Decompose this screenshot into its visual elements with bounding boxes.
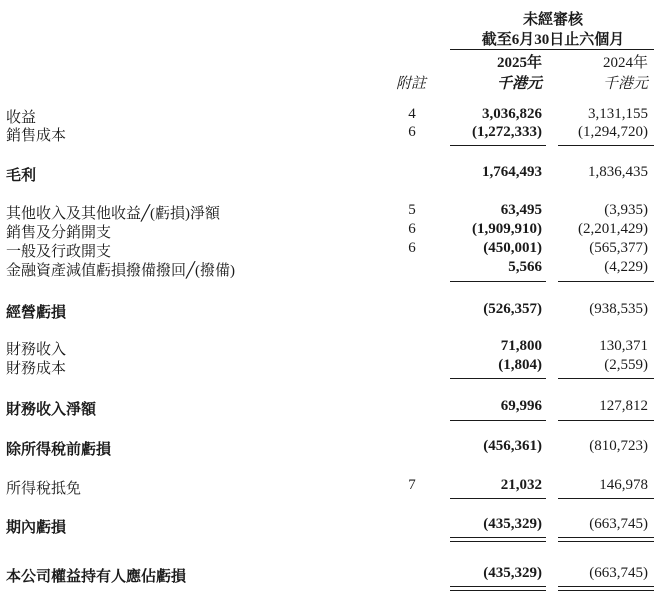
row-loss-attributable bbox=[0, 565, 660, 585]
row-label: 銷售及分銷開支 bbox=[6, 225, 112, 241]
row-label: 銷售成本 bbox=[6, 128, 67, 144]
row-value-2024: (663,745) bbox=[589, 565, 648, 581]
double-rule-loss-attributable bbox=[558, 586, 654, 587]
row-label: 金融資產減值虧損撥備撥回╱(撥備) bbox=[6, 263, 236, 279]
rule-operating-loss bbox=[450, 281, 546, 282]
row-note: 6 bbox=[408, 221, 416, 237]
double-rule-loss-attributable bbox=[450, 590, 546, 591]
row-value-2025: 5,566 bbox=[508, 259, 542, 275]
row-note: 6 bbox=[408, 240, 416, 256]
header-period: 截至6月30日止六個月 bbox=[481, 32, 625, 48]
header-year-2025: 2025年 bbox=[496, 55, 542, 71]
row-revenue bbox=[0, 106, 660, 126]
rule-loss-for-period bbox=[558, 498, 654, 499]
row-value-2025: 63,495 bbox=[500, 202, 542, 218]
row-value-2025: (1,909,910) bbox=[472, 221, 542, 237]
row-value-2024: (2,559) bbox=[604, 357, 648, 373]
row-label: 除所得稅前虧損 bbox=[6, 442, 112, 458]
header-unit-2025: 千港元 bbox=[496, 76, 542, 92]
row-value-2025: (526,357) bbox=[483, 301, 542, 317]
row-impairment bbox=[0, 259, 660, 279]
row-loss-for-period bbox=[0, 516, 660, 536]
row-label: 財務成本 bbox=[6, 361, 67, 377]
row-note: 7 bbox=[408, 477, 416, 493]
rule-loss-before-tax bbox=[558, 420, 654, 421]
header-rule bbox=[450, 49, 654, 50]
row-note: 5 bbox=[408, 202, 416, 218]
row-label: 期內虧損 bbox=[6, 520, 67, 536]
row-value-2024: 127,812 bbox=[599, 398, 648, 414]
row-value-2024: (1,294,720) bbox=[578, 124, 648, 140]
double-rule-loss-for-period bbox=[450, 541, 546, 542]
row-value-2024: (663,745) bbox=[589, 516, 648, 532]
row-value-2024: 1,836,435 bbox=[588, 164, 648, 180]
row-net-finance-income bbox=[0, 398, 660, 418]
row-label: 其他收入及其他收益╱(虧損)淨額 bbox=[6, 206, 221, 222]
row-cost-of-sales bbox=[0, 124, 660, 144]
row-value-2025: (435,329) bbox=[483, 516, 542, 532]
double-rule-loss-attributable bbox=[558, 590, 654, 591]
row-operating-loss bbox=[0, 301, 660, 321]
header-year-2024: 2024年 bbox=[602, 55, 648, 71]
row-label: 毛利 bbox=[6, 168, 37, 184]
double-rule-loss-attributable bbox=[450, 586, 546, 587]
double-rule-loss-for-period bbox=[558, 541, 654, 542]
row-selling-expenses bbox=[0, 221, 660, 241]
row-value-2024: (810,723) bbox=[589, 438, 648, 454]
row-note: 4 bbox=[408, 106, 416, 122]
rule-operating-loss bbox=[558, 281, 654, 282]
row-value-2024: 130,371 bbox=[599, 338, 648, 354]
row-value-2025: 1,764,493 bbox=[482, 164, 542, 180]
row-value-2024: 3,131,155 bbox=[588, 106, 648, 122]
row-value-2025: 3,036,826 bbox=[482, 106, 542, 122]
row-label: 收益 bbox=[6, 110, 37, 126]
row-value-2024: 146,978 bbox=[599, 477, 648, 493]
row-label: 財務收入 bbox=[6, 342, 67, 358]
row-value-2025: 69,996 bbox=[500, 398, 542, 414]
row-loss-before-tax bbox=[0, 438, 660, 458]
row-value-2024: (565,377) bbox=[589, 240, 648, 256]
row-value-2024: (938,535) bbox=[589, 301, 648, 317]
rule-loss-for-period bbox=[450, 498, 546, 499]
double-rule-loss-for-period bbox=[558, 537, 654, 538]
rule-net-finance-income bbox=[450, 378, 546, 379]
header-unit-2024: 千港元 bbox=[602, 76, 648, 92]
rule-gross-profit bbox=[558, 145, 654, 146]
row-value-2025: (435,329) bbox=[483, 565, 542, 581]
row-finance-income bbox=[0, 338, 660, 358]
row-label: 財務收入淨額 bbox=[6, 402, 97, 418]
double-rule-loss-for-period bbox=[450, 537, 546, 538]
header-note-column: 附註 bbox=[396, 76, 427, 92]
row-other-income bbox=[0, 202, 660, 222]
row-label: 所得稅抵免 bbox=[6, 481, 82, 497]
header-title: 未經審核 bbox=[522, 12, 583, 28]
rule-gross-profit bbox=[450, 145, 546, 146]
row-value-2024: (2,201,429) bbox=[578, 221, 648, 237]
row-label: 一般及行政開支 bbox=[6, 244, 112, 260]
row-value-2025: (456,361) bbox=[483, 438, 542, 454]
row-income-tax-credit bbox=[0, 477, 660, 497]
rule-net-finance-income bbox=[558, 378, 654, 379]
row-value-2024: (4,229) bbox=[604, 259, 648, 275]
row-label: 經營虧損 bbox=[6, 305, 67, 321]
row-value-2025: (1,272,333) bbox=[472, 124, 542, 140]
row-value-2024: (3,935) bbox=[604, 202, 648, 218]
row-gross-profit bbox=[0, 164, 660, 184]
row-finance-costs bbox=[0, 357, 660, 377]
row-admin-expenses bbox=[0, 240, 660, 260]
row-label: 本公司權益持有人應佔虧損 bbox=[6, 569, 187, 585]
row-note: 6 bbox=[408, 124, 416, 140]
row-value-2025: 21,032 bbox=[500, 477, 542, 493]
rule-loss-before-tax bbox=[450, 420, 546, 421]
row-value-2025: (450,001) bbox=[483, 240, 542, 256]
row-value-2025: (1,804) bbox=[498, 357, 542, 373]
row-value-2025: 71,800 bbox=[500, 338, 542, 354]
